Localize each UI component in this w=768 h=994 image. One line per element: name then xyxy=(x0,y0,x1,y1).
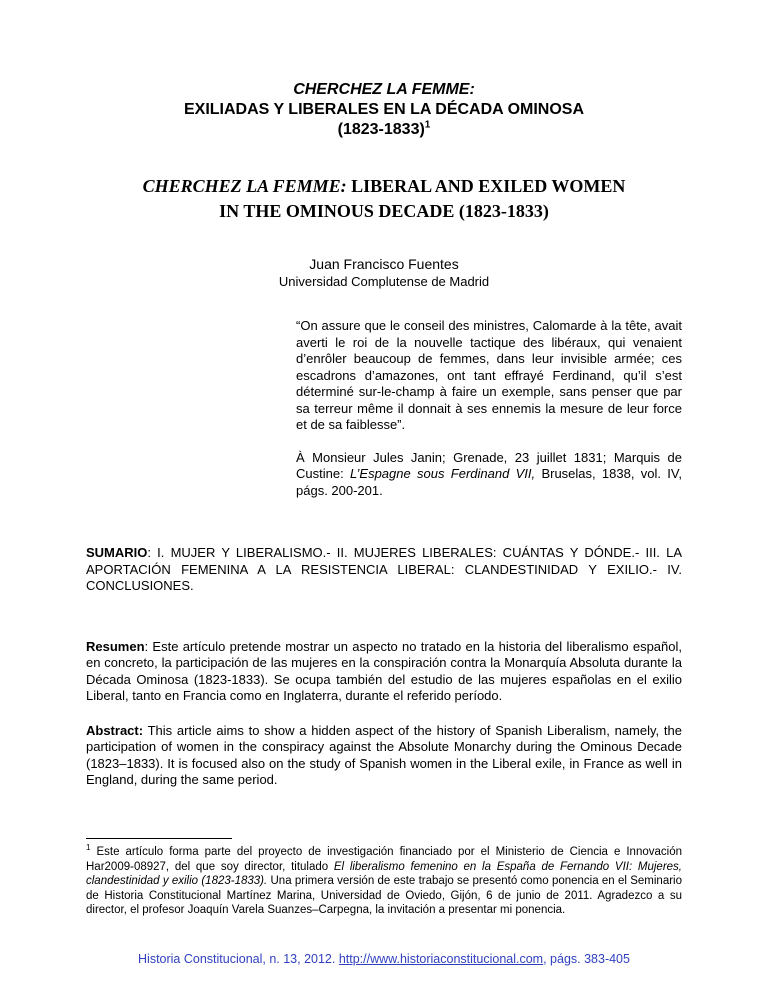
title-line2: EXILIADAS Y LIBERALES EN LA DÉCADA OMINOSA xyxy=(183,101,585,118)
journal-footer xyxy=(0,952,768,966)
resumen-text: : Este artículo pretende mostrar un aspecto no tratado en la historia del liberalismo español, en concreto, la participación de las mujeres en la conspiración contra la Monarquía Absoluta durante la Década Ominosa (1823-1833). Se ocupa también del estudio de las mujeres españolas en el exilio Liberal, tanto en Francia como en Inglaterra, durante el referido período. xyxy=(86,638,682,703)
title-line1: CHERCHEZ LA FEMME: xyxy=(293,81,475,98)
footer-pages: , págs. 383-405 xyxy=(543,952,630,966)
footnote-text-pre: Este artículo forma parte del proyecto de investigación financiado por el Ministerio de Ciencia e Innovación Har2009-08927, del que soy director, titulado xyxy=(86,846,682,873)
resumen-label: Resumen xyxy=(86,638,145,654)
article-title-english xyxy=(134,174,634,224)
abstract-text: This article aims to show a hidden aspect of the history of Spanish Liberalism, namely, the participation of women in the conspiracy against the Absolute Monarchy during the Ominous Decade (1823–1833). It is focused also on the study of Spanish women in the Liberal exile, in France as well in England, during the same period. xyxy=(86,722,682,787)
abstract-label: Abstract: xyxy=(86,722,144,738)
attribution-post: Bruselas, 1838, vol. IV, págs. 200-201. xyxy=(296,466,682,498)
sumario-text: : I. MUJER Y LIBERALISMO.- II. MUJERES LIBERALES: CUÁNTAS Y DÓNDE.- III. LA APORTACIÓN FEMENINA A LA RESISTENCIA LIBERAL: CLANDESTINIDAD Y EXILIO.- IV. CONCLUSIONES. xyxy=(86,545,682,593)
epigraph-quote: “On assure que le conseil des ministres, Calomarde à la tête, avait averti le roi de la nouvelle tactique des libéraux, qui venaient d’enrôler beaucoup de femmes, dans leur invisible armée; ces escadrons d’amazones, ont tant effrayé Ferdinand, qu’il s’est déterminé sur-le-champ à faire un exemple, sans penser que par sa terreur même il donnait à ses ennemis la mesure de leur force et de sa faiblesse”. xyxy=(296,318,682,432)
title-footnote-ref: 1 xyxy=(424,119,431,131)
attribution-book-title: L’Espagne sous Ferdinand VII, xyxy=(350,466,536,481)
sumario-paragraph xyxy=(86,545,682,595)
footnote-text-post: Una primera versión de este trabajo se presentó como ponencia en el Seminario de Historia Constitucional Martínez Marina, Universidad de Oviedo, Gijón, 6 de junio de 2011. Agradezco a su director, el profesor Joaquín Varela Suanzes–Carpegna, la invitación a presentar mi ponencia. xyxy=(86,875,682,916)
footnote-1 xyxy=(86,845,682,918)
epigraph-attribution xyxy=(296,450,682,500)
footnote-number: 1 xyxy=(86,843,91,853)
footer-journal-info: Historia Constitucional, n. 13, 2012. xyxy=(138,952,339,966)
footnote-project-title: El liberalismo femenino en la España de Fernando VII: Mujeres, clandestinidad y exilio (1823-1833). xyxy=(86,860,682,887)
abstract-paragraph xyxy=(86,723,682,789)
title-years: (1823-1833) xyxy=(337,121,425,138)
footnote-separator-rule xyxy=(86,838,232,839)
resumen-paragraph xyxy=(86,639,682,705)
article-title-spanish xyxy=(86,80,682,140)
author-name: Juan Francisco Fuentes xyxy=(309,256,459,272)
subtitle-italic-part: CHERCHEZ LA FEMME: xyxy=(142,176,347,196)
sumario-label: SUMARIO xyxy=(86,545,148,560)
title-line3 xyxy=(338,121,431,138)
attribution-pre: À Monsieur Jules Janin; Grenade, 23 juillet 1831; Marquis de Custine: xyxy=(296,449,682,481)
footer-journal-link[interactable]: http://www.historiaconstitucional.com xyxy=(338,952,544,966)
author-block xyxy=(86,256,682,290)
subtitle-rest: LIBERAL AND EXILED WOMEN IN THE OMINOUS DECADE (1823-1833) xyxy=(219,176,626,221)
author-affiliation: Universidad Complutense de Madrid xyxy=(278,274,490,289)
footnote-area xyxy=(86,838,682,918)
